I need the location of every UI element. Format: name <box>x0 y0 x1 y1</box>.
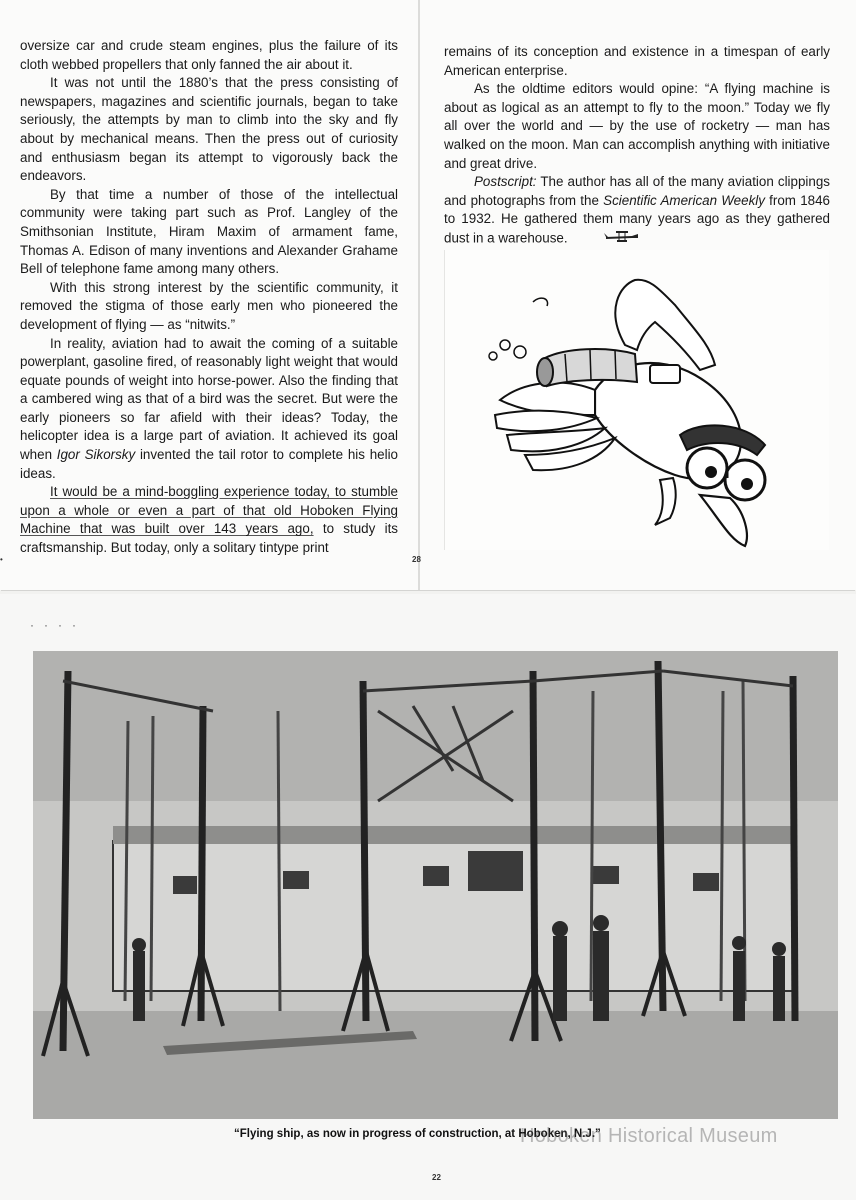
paragraph: By that time a number of those of the intellectual community were taking part such as Prof. Langley of the Smithsonian Institute, Hiram Maxim of armament fame, Thomas A. Edison of many inventions and Alexander Grahame Bell of telephone fame among many others. <box>20 186 398 277</box>
postscript-paragraph <box>444 173 830 248</box>
page-number: 22 <box>432 1173 441 1182</box>
text-run: invented the tail rotor to complete his helio ideas. <box>20 447 398 481</box>
paragraph: With this strong interest by the scientific community, it removed the stigma of those early men who pioneered the development of flying — as “nitwits.” <box>20 279 398 332</box>
paragraph <box>20 335 398 484</box>
text-run: In reality, aviation had to await the coming of a suitable powerplant, gasoline fired, of reasonably light weight that would equate pounds of weight into horse-power. Also the finding that a cambered wing as that of a bird was the secret. But were the early pioneers so far afield with their ideas? Today, the helicopter idea is a large part of aviation. It achieved its goal when <box>20 335 398 463</box>
paragraph <box>20 483 398 557</box>
page-fold <box>418 0 420 590</box>
right-article-column <box>444 43 830 249</box>
postscript-label: Postscript: <box>474 174 537 190</box>
paragraph: oversize car and crude steam engines, plus the failure of its cloth webbed propellers that only fanned the air about it. <box>20 38 398 72</box>
airplane-icon <box>574 229 640 249</box>
text-run: The author has all of the many aviation clippings and photographs from the <box>444 174 830 208</box>
paragraph: remains of its conception and existence in a timespan of early American enterprise. <box>444 44 830 78</box>
underlined-passage: It would be a mind-boggling experience today, to stumble upon a whole or even a part of that old Hoboken Flying Machine that was built over 143 years ago, <box>20 484 398 537</box>
paragraph: As the oldtime editors would opine: “A flying machine is about as logical as an attempt to fly to the moon.” Today we fly all over the world and — by the use of rocketry — man has walked on the moon. Man can accomplish anything with initiative and great drive. <box>444 81 830 171</box>
engraving-caption: “Flying ship, as now in progress of construction, at Hoboken, N.J.” <box>234 1128 601 1140</box>
page-number: 28 <box>412 555 421 564</box>
magazine-title: Scientific American Weekly <box>603 192 765 208</box>
person-name: Igor Sikorsky <box>56 447 136 463</box>
left-article-column <box>20 37 398 558</box>
engraving-illustration <box>33 651 838 1119</box>
margin-mark: • <box>0 555 3 564</box>
flying-bird-cartoon <box>444 250 829 550</box>
text-run: from 1846 to 1932. He gathered them many years ago as they gathered dust in a warehouse. <box>444 192 830 246</box>
museum-watermark: Hoboken Historical Museum <box>520 1125 778 1147</box>
paragraph: It was not until the 1880’s that the press consisting of newspapers, magazines and scientific journals, began to take seriously, the attempts by man to climb into the sky and fly about by mechanical means. Then the press out of curiosity and enthusiasm began its attempt to vigorously back the endeavors. <box>20 75 398 184</box>
scan-specks: ···· <box>30 618 86 632</box>
text-run: to study its craftsmanship. But today, only a solitary tintype print <box>20 521 398 556</box>
